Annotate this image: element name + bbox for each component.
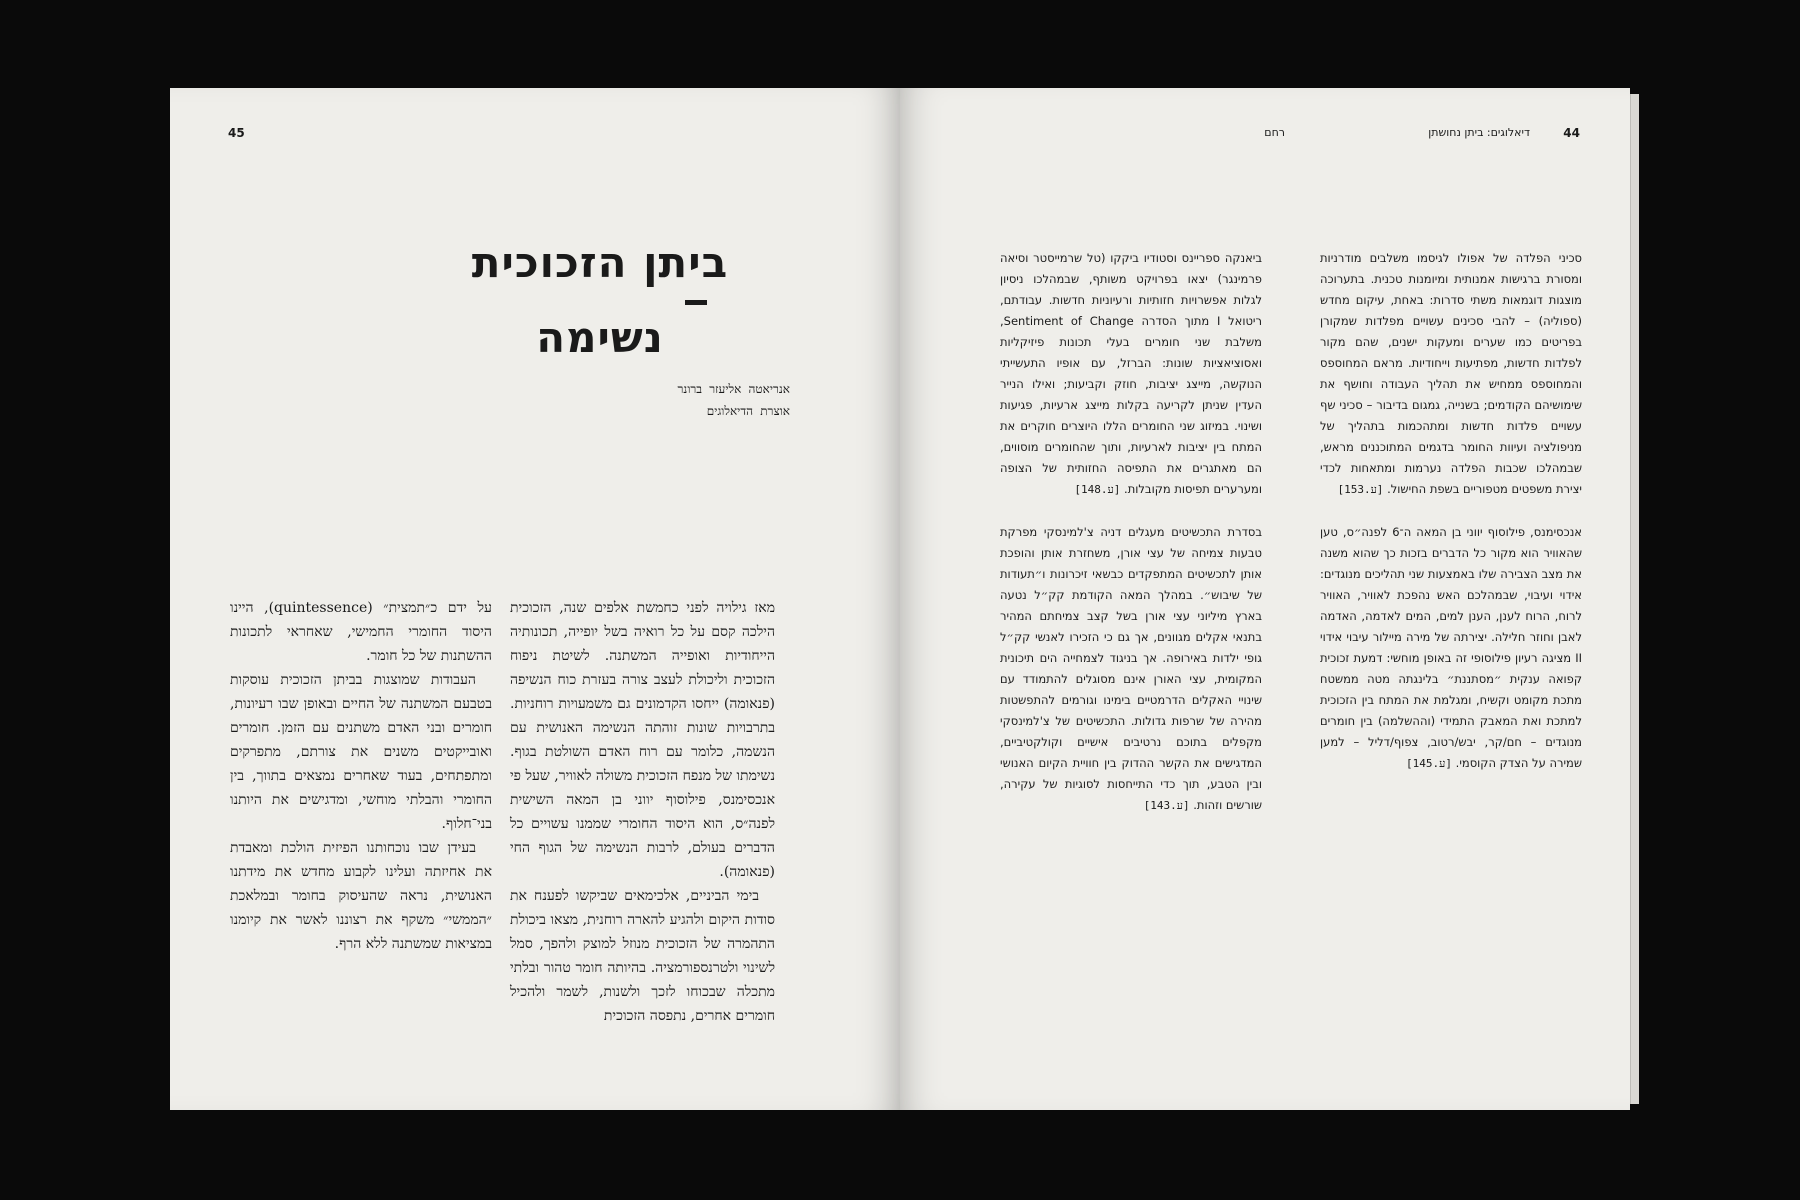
left-page — [170, 88, 900, 1110]
page-edge — [1630, 94, 1639, 1104]
right-page — [900, 88, 1630, 1110]
page-reference: [ע.145] — [1406, 757, 1453, 770]
page-number-right: 44 — [1563, 126, 1580, 140]
paragraph: בעידן שבו נוכחותנו הפיזית הולכת ומאבדת את אחיזתה ועלינו לקבוע מחדש את מידתנו האנושית, נראה שהעיסוק בחומר ובמלאכת ״הממשי״ משקף את רצוננו לאשר את קיומנו במציאות שמשתנה ללא הרף. — [230, 840, 492, 952]
running-header-section: דיאלוגים: ביתן נחושתן — [1428, 126, 1530, 139]
paragraph: מאז גילויה לפני כחמשת אלפים שנה, הזכוכית הילכה קסם על כל רואיה בשל יופייה, תכונותיה הייחודיות ואופייה המשתנה. לשיטת ניפוח הזכוכית וליכולת לעצב צורה בעזרת כוח הנשיפה (פנאומה) ייחסו הקדמונים גם משמעויות רוחניות. בתרבויות שונות זוהתה הנשימה האנושית עם הנשמה, כלומר עם רוח האדם השולטת בגוף. נשימתו של מנפח הזכוכית משולה לאוויר, שעל פי אנכסימנס, פילוסוף יווני בן המאה השישית לפנה״ס, הוא היסוד החומרי שממנו עשויים כל הדברים בעולם, לרבות הנשימה של הגוף החי (פנאומה). — [510, 600, 775, 880]
running-header-theme: רחם — [1264, 126, 1285, 139]
paragraph: על ידם כ״תמצית״ (quintessence), היינו היסוד החומרי החמישי, שאחראי לתכונות ההשתנות של כל חומר. — [230, 600, 492, 664]
author-role: אוצרת הדיאלוגים — [706, 404, 790, 418]
page-number-left: 45 — [228, 126, 245, 140]
entry-bottom-right — [1320, 522, 1582, 774]
title-line-2: נשימה — [536, 313, 664, 362]
entry-text: בסדרת התכשיטים מעגלים דניה צ'למינסקי מפרקת טבעות צמיחה של עצי אורן, משחזרת אותן והופכת אותן לתכשיטים המתפקדים כבשאי זיכרונות ו״תעודות של שיבוש״. במהלך המאה הקודמת קק״ל נטעה בארץ מיליוני עצי אורן בשל קצב צמיחתם המהיר בתנאי אקלים מגוונים, אך גם כי הזכירו לאנשי קק״ל גופי ילדות באירופה. אך בניגוד לצמחייה הים תיכונית המקומית, עצי האורן אינם מסוגלים להתמודד עם שינויי האקלים הדרמטיים בימינו וגורמים להתפשטות מהירה של שרפות גדולות. התכשיטים של צ'למינסקי מקפלים בתוכם נרטיבים אישיים וקולקטיביים, המדגישים את הקשר ההדוק בין חוויית הקיום האנושי ובין הטבע, תוך כדי התייחסות לסוגיות של עקירה, שורשים וזהות. — [1000, 525, 1262, 812]
title-line-1: ביתן הזכוכית — [471, 238, 729, 287]
entry-top-right — [1320, 248, 1582, 500]
entry-text: ביאנקה ספריינס וסטודיו ביקקו (טל שרמייסטר וסיאה פרמינגר) יצאו בפרויקט משותף, שבמהלכו ניסיון לגלות אפשרויות חזותיות ורעיוניות חדשות. עבודתם, ריטואל I מתוך הסדרה Sentiment of Change, משלבת שני חומרים בעלי תכונות פיזיקליות ואסוציאציות שונות: הברזל, עם אופיו התעשייתי הנוקשה, מייצג יציבות, חוזק וקביעות; ואילו הנייר העדין שניתן לקריעה בקלות מייצג ארעיות, פגיעות ושינוי. במיזוג שני החומרים הללו היוצרים חוקרים את המתח בין יציבות לארעיות, ותוך שהחומרים מוסווים, הם מאתגרים את התפיסה החזותית של הצופה ומערערים תפיסות מקובלות. — [1000, 251, 1262, 496]
entry-top-left — [1000, 248, 1262, 500]
author-name: אנריאטה אליעזר ברונר — [677, 382, 790, 396]
body-column-left — [230, 596, 492, 956]
title-dash — [685, 300, 707, 305]
body-column-right — [510, 596, 775, 1028]
page-reference: [ע.148] — [1074, 483, 1121, 496]
page-reference: [ע.143] — [1143, 799, 1190, 812]
book-spread — [170, 88, 1630, 1110]
entry-bottom-left — [1000, 522, 1262, 816]
entry-text: סכיני הפלדה של אפולו לגיסמו משלבים מודרניות ומסורת ברגישות אמנותית ומיומנות טכנית. בתערוכה מוצגות דוגמאות משתי סדרות: באחת, עיקום מחדש (ספוליה) – להבי סכינים עשויים מפלדות שמקורן בפריטים כמו שערים ומעקות ישנים, שהם מקור לפלדות חדשות, מפתיעות וייחודיות. מראם המחוספס והמחוספס ממחיש את תהליך העבודה וחושף את שימושיהם הקודמים; בשנייה, גמגום בדיבור – סכיני שף עשויים פלדות חדשות ומתהכמות בתהליך של מניפולציה ועיוות החומר בדגמים המתוכננים מראש, שבמהלכו שכבות הפלדה נערמות ומתאחות לכדי יצירת משפטים מטפוריים בשפת החישול. — [1320, 251, 1582, 496]
paragraph: בימי הביניים, אלכימאים שביקשו לפענח את סודות היקום ולהגיע להארה רוחנית, מצאו ביכולת התהמרה של הזכוכית מנוזל למוצק ולהפך, סמל לשינוי ולטרנספורמציה. בהיותה חומר טהור ובלתי מתכלה שבכוחו לזכך ולשנות, לשמר ולהכיל חומרים אחרים, נתפסה הזכוכית — [510, 888, 775, 1024]
entry-text: אנכסימנס, פילוסוף יווני בן המאה ה־6 לפנה״ס, טען שהאוויר הוא מקור כל הדברים בזכות כך שהוא משנה את מצב הצבירה שלו באמצעות שני תהליכים מנוגדים: אידוי ועיבוי, שבמהלכם האש נהפכת לאוויר, האוויר לרוח, הרוח לענן, הענן למים, המים לאדמה, האדמה לאבן וחוזר חלילה. יצירתה של מירה מיילור עיבוי אידוי II מציגה רעיון פילוסופי זה באופן מוחשי: דמעת זכוכית קפואה ענקית ״מסתננת״ בלינגתה מטה ממשטח מתכת מקומט וקשיח, ומגלמת את המתח בין הזכוכית למתכת ואת המאבק התמידי (וההשלמה) בין חומרים מנוגדים – חם/קר, יבש/רטוב, צפוף/דליל – למען שמירה על הצדק הקוסמי. — [1320, 525, 1582, 770]
page-reference: [ע.153] — [1337, 483, 1384, 496]
paragraph: העבודות שמוצגות בביתן הזכוכית עוסקות בטבעם המשתנה של החיים ובאופן שבו רעיונות, חומרים ובני האדם משתנים עם הזמן. חומרים ואובייקטים משנים את צורתם, מתפרקים ומתפתחים, בעוד שאחרים נמצאים בתווך, בין החומרי והבלתי מוחשי, ומדגישים את היותנו בני־חלוף. — [230, 672, 492, 832]
